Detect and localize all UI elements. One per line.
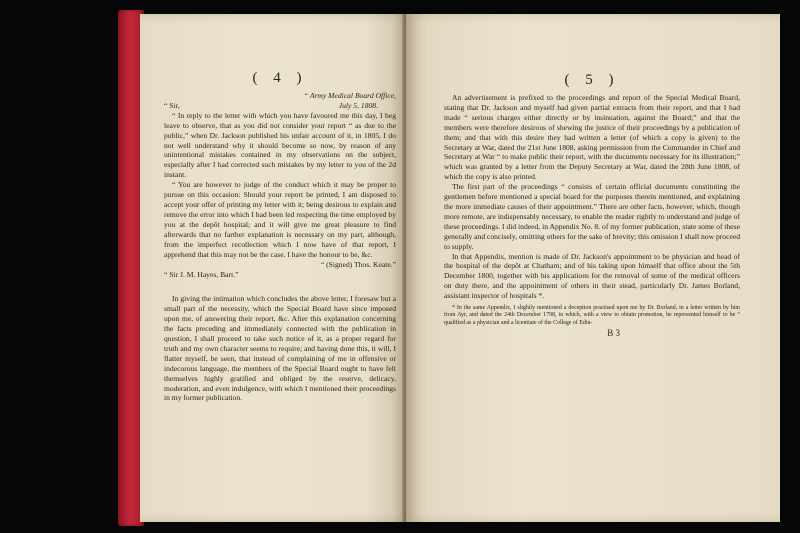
page-number-left: ( 4 ) bbox=[252, 70, 308, 86]
left-page bbox=[140, 14, 406, 522]
footnote bbox=[444, 305, 740, 327]
letter-salutation-row bbox=[164, 101, 396, 111]
paragraph: An advertisement is prefixed to the proceedings and report of the Special Medical Board, stating that Dr. Jackson and myself had given partial extracts from their report, and that I had made “ serious charges either directly or by insinuation, against the Board;” and that the members were therefore desirous of shewing the justice of their proceedings by a publication of them; and that with this desire they had written a letter (of which a copy is given) to the Secretary at War, dated the 21st June 1808, asking permission from the Commander in Chief and Secretary at War “ to make public their report, with the documents necessary for its illustration;” which was granted by a letter from the Deputy Secretary at War, dated the 28th June 1808, of which the copy is also printed. bbox=[444, 93, 740, 182]
paragraph: In giving the intimation which concludes the above letter, I foresaw but a small part of the necessity, which the Special Board have since imposed upon me, of answering their report, &c. After this explanation concerning the facts preceding and immediately connected with the publication in question, I shall proceed to take such notice of it, as a proper regard for truth and my own character seems to require; and having done this, it will, I flatter myself, be seen, that instead of complaining of me in offensive or indecorous language, the members of the Special Board ought to have felt themselves highly gratified and obliged by the reserve, delicacy, moderation, and even indulgence, with which I mentioned their proceedings in my former publication. bbox=[164, 294, 396, 403]
letter-date: July 5, 1808. bbox=[338, 100, 378, 110]
right-body-text bbox=[444, 93, 740, 301]
letter-salutation: “ Sir, bbox=[164, 100, 180, 110]
letter-signature: “ (Signed) Thos. Keate.” bbox=[320, 260, 396, 270]
page-number-right: ( 5 ) bbox=[564, 72, 620, 88]
left-closing-text bbox=[164, 294, 396, 403]
left-letter-body bbox=[164, 111, 396, 260]
letter-office-line: “ Army Medical Board Office, bbox=[303, 91, 396, 100]
paragraph: “ In reply to the letter with which you have favoured me this day, I beg leave to observe, that as you did not consider your report “ as due to the public,” when Dr. Jackson published his unfair account of it, in 1805, I do not well understand why it should become so now, by reason of any unintentional mistakes contained in my observations on the subject, especially after I had corrected such mistakes by my letter to you of the 2d instant. bbox=[164, 110, 396, 180]
footnote-text: * In the same Appendix, I slightly mentioned a deception practised upon me by Dr. Borland, in a letter written by him from Ayr, and dated the 24th December 1798, in which, with a view to obtain promotion, he represented himself to be “ qualified as a physician and a licentiate of the College of Edin- bbox=[444, 305, 740, 326]
paragraph: The first part of the proceedings “ consists of certain official documents constituting the gentlemen before mentioned a special board for the purposes therein mentioned, and explaining the more immediate causes of their appointment.” There are other facts, however, which, though more remote, are indispensably necessary, to enable the reader rightly to understand and judge of these proceedings. I did indeed, in Appendix No. 8. of my former publication, state some of these generally and concisely, omitting others for the sake of brevity; this omission I shall now proceed to supply. bbox=[444, 182, 741, 251]
signature-mark: B 3 bbox=[607, 328, 620, 339]
paragraph: In that Appendix, mention is made of Dr. Jackson's appointment to be physician and head of the hospital of the depôt at Chatham; and of his taking upon himself that office about the 5th December 1800, together with his applications for the removal of some of the medical officers on duty there, and the appointment of others in their stead, particularly Dr. James Borland, assistant inspector of hospitals *. bbox=[444, 251, 740, 301]
right-page bbox=[406, 14, 780, 522]
open-book bbox=[118, 10, 780, 526]
letter-addressee: “ Sir J. M. Hayes, Bart.” bbox=[164, 270, 239, 280]
paragraph: “ You are however to judge of the conduct which it may be proper to pursue on this occasion: Should your report be printed, I am disposed to accept your offer of printing my letter with it; being desirous to explain and remove the error into which I had been led respecting the time employed by you at the depôt hospital; and it will give me great pleasure to find afterwards that no farther explanation is necessary on my part, although, from the imperfect recollection which I now have of that report, I apprehend that this may not be the case. I have the honour to be, &c. bbox=[164, 180, 396, 259]
